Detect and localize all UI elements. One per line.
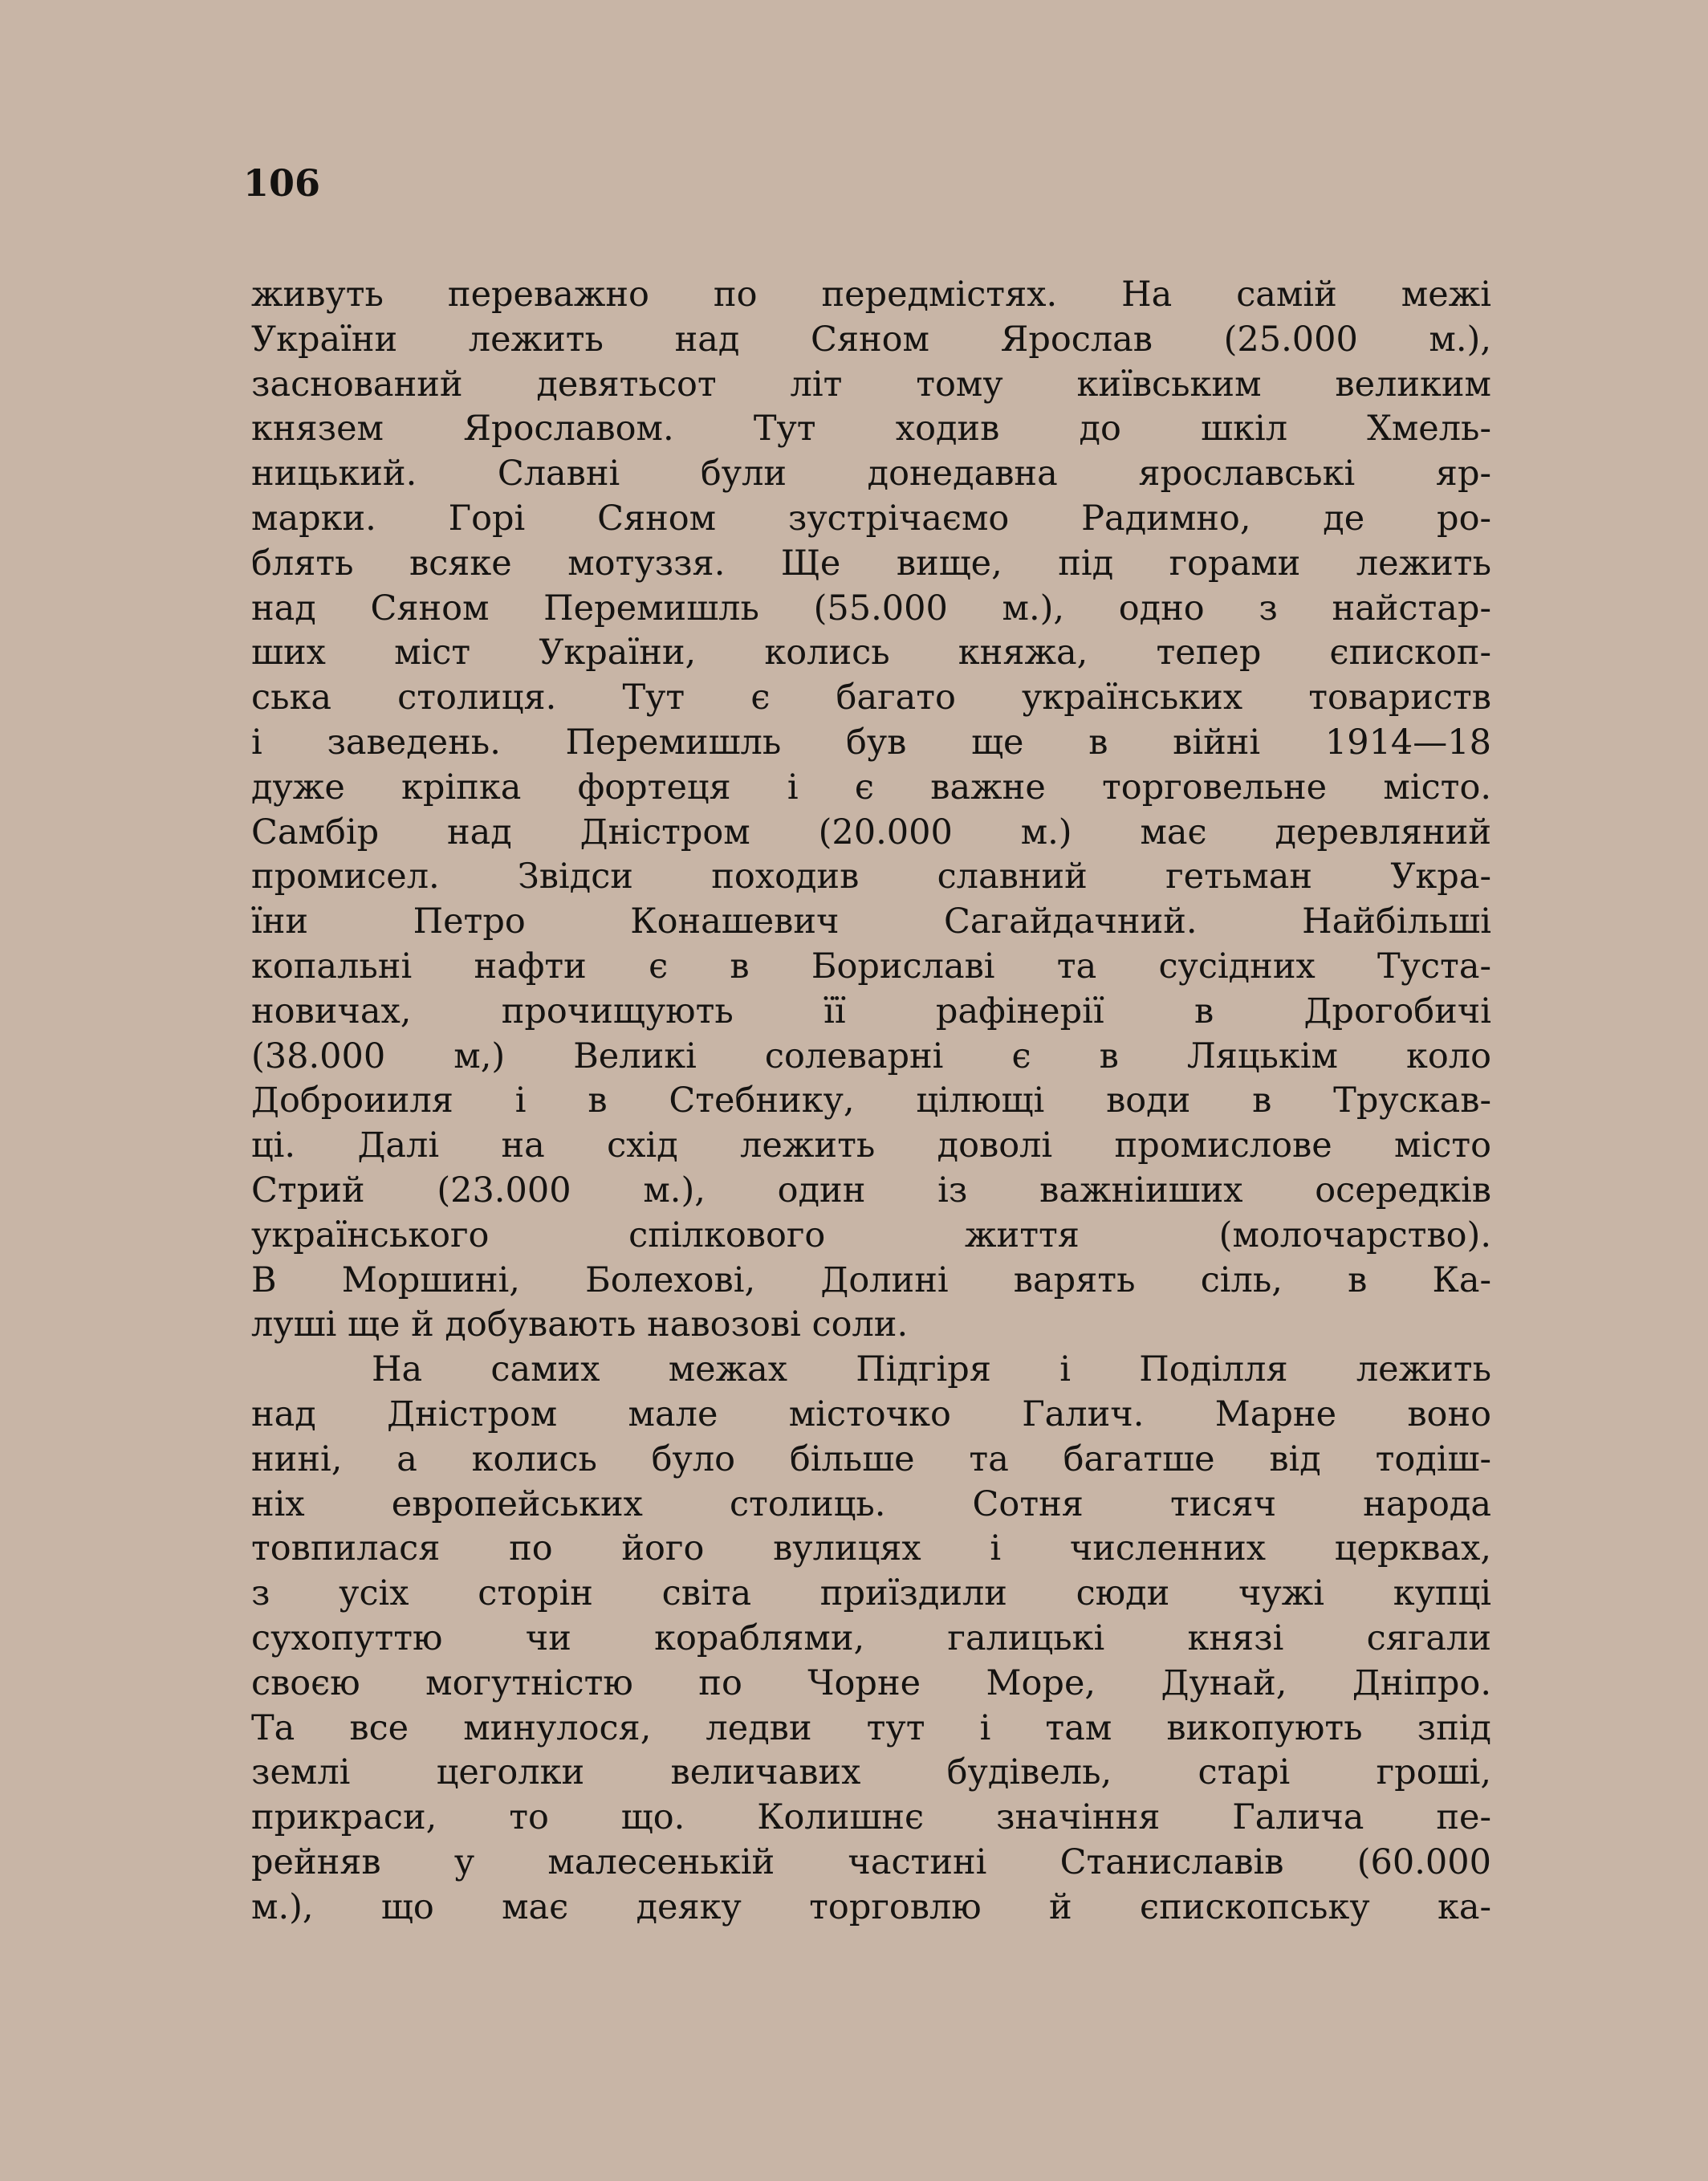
text-line: землі цеголки величавих будівель, старі гроші, bbox=[251, 1752, 1491, 1793]
text-line: прикраси, то що. Колишнє значіння Галича пе- bbox=[251, 1797, 1491, 1838]
body-text bbox=[251, 273, 1491, 1930]
text-line: заснований девятьсот літ тому київським великим bbox=[251, 364, 1491, 405]
text-line: українського спілкового життя (молочарство). bbox=[251, 1215, 1491, 1255]
text-line: промисел. Звідси походив славний гетьман Укра- bbox=[251, 857, 1491, 897]
text-line: В Моршині, Болехові, Долині варять сіль, в Ка- bbox=[251, 1259, 1491, 1300]
text-line: рейняв у малесенькій частині Станиславів (60.000 bbox=[251, 1841, 1491, 1882]
text-line: України лежить над Сяном Ярослав (25.000 м.), bbox=[251, 319, 1491, 360]
text-line: товпилася по його вулицях і численних церквах, bbox=[251, 1528, 1491, 1569]
text-line: над Дністром мале місточко Галич. Марне воно bbox=[251, 1394, 1491, 1434]
text-line: ніх европейських столиць. Сотня тисяч народа bbox=[251, 1483, 1491, 1524]
text-line: і заведень. Перемишль був ще в війні 1914—18 bbox=[251, 722, 1491, 763]
text-line: дуже кріпка фортеця і є важне торговельне місто. bbox=[251, 767, 1491, 808]
text-line: копальні нафти є в Бориславі та сусідних Туста- bbox=[251, 946, 1491, 987]
text-line: марки. Горі Сяном зустрічаємо Радимно, де ро- bbox=[251, 498, 1491, 539]
page-number: 106 bbox=[243, 161, 321, 205]
text-line: своєю могутністю по Чорне Море, Дунай, Дніпро. bbox=[251, 1662, 1491, 1703]
text-line: ці. Далі на схід лежить доволі промислове місто bbox=[251, 1125, 1491, 1166]
text-line: їни Петро Конашевич Сагайдачний. Найбільші bbox=[251, 901, 1491, 942]
text-line: над Сяном Перемишль (55.000 м.), одно з найстар- bbox=[251, 588, 1491, 629]
text-line: князем Ярославом. Тут ходив до шкіл Хмель- bbox=[251, 409, 1491, 450]
text-line: ших міст України, колись княжа, тепер єпископ- bbox=[251, 633, 1491, 673]
text-line: На самих межах Підгіря і Поділля лежить bbox=[372, 1349, 1491, 1390]
text-line: Самбір над Дністром (20.000 м.) має деревляний bbox=[251, 812, 1491, 852]
text-line: ська столиця. Тут є багато українських товариств bbox=[251, 677, 1491, 718]
text-line: Стрий (23.000 м.), один із важніиших осередків bbox=[251, 1170, 1491, 1211]
text-line: Доброииля і в Стебнику, цілющі води в Трускав- bbox=[251, 1080, 1491, 1121]
text-line: ницький. Славні були донедавна ярославські яр- bbox=[251, 454, 1491, 494]
text-line: Та все минулося, ледви тут і там викопують зпід bbox=[251, 1707, 1491, 1748]
text-line: новичах, прочищують її рафінерії в Дрогобичі bbox=[251, 991, 1491, 1031]
text-line: сухопуттю чи кораблями, галицькі князі сягали bbox=[251, 1617, 1491, 1658]
text-line: живуть переважно по передмістях. На самій межі bbox=[251, 275, 1491, 315]
paragraph-2 bbox=[251, 1348, 1491, 1930]
text-line: з усіх сторін світа приїздили сюди чужі купці bbox=[251, 1573, 1491, 1614]
text-line: м.), що має деяку торговлю й єпископську ка- bbox=[251, 1886, 1491, 1927]
paragraph-1 bbox=[251, 273, 1491, 1348]
text-line: блять всяке мотуззя. Ще вище, під горами лежить bbox=[251, 543, 1491, 584]
text-line: луші ще й добувають навозові соли. bbox=[251, 1304, 909, 1345]
text-line: (38.000 м,) Великі солеварні є в Ляцькім коло bbox=[251, 1036, 1491, 1076]
text-line: нині, а колись було більше та багатше від тодіш- bbox=[251, 1438, 1491, 1479]
